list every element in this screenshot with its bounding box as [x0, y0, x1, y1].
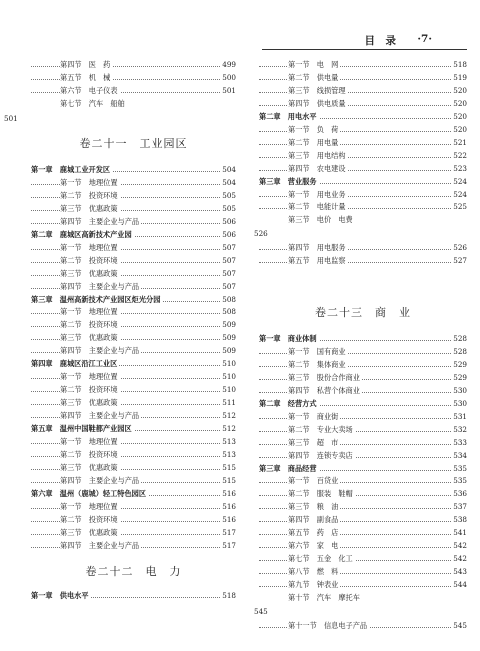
- toc-section-row: [31, 397, 236, 409]
- toc-section-row: [259, 59, 467, 71]
- toc-entry-label: 第四节 连锁专卖店: [288, 450, 353, 460]
- toc-entry-page: 530: [453, 385, 467, 395]
- toc-entry-page: 507: [222, 281, 236, 291]
- toc-entry-label: 第五节 用电监察: [288, 256, 346, 266]
- toc-entry-page: 545: [453, 620, 467, 630]
- toc-entry-label: 第二节 用电量: [288, 137, 339, 147]
- toc-entry-label: 第二节 投资环境: [60, 320, 118, 330]
- toc-section-row: [259, 424, 467, 436]
- toc-entry-label: 第六节 家 电: [288, 541, 339, 551]
- toc-entry-page: 524: [453, 176, 467, 186]
- toc-entry-page: 527: [453, 256, 467, 266]
- toc-section-row: [31, 449, 236, 461]
- toc-entry-label: 第二节 电能计量: [288, 202, 346, 212]
- toc-entry-page: 499: [222, 60, 236, 69]
- toc-section-row: [259, 163, 467, 175]
- toc-section-row: [259, 137, 467, 149]
- toc-entry-label: 第一节 商业街: [288, 411, 339, 421]
- toc-entry-page: 509: [222, 346, 236, 356]
- toc-entry-page: 516: [222, 501, 236, 511]
- toc-section-row: [31, 384, 236, 396]
- toc-entry-label: 第二章 经营方式: [259, 398, 317, 408]
- toc-entry-label: 第二节 投资环境: [60, 449, 118, 459]
- toc-section-row: [259, 411, 467, 423]
- toc-entry-label: 第五章 温州中国鞋都产业园区: [31, 424, 132, 433]
- toc-entry-label: 第四节 主要企业与产品: [60, 346, 140, 356]
- toc-entry-page: 513: [222, 449, 236, 459]
- toc-section-row: [259, 475, 467, 487]
- toc-section-row: [31, 410, 236, 422]
- toc-section-row: [31, 242, 236, 254]
- toc-section-row: [31, 345, 236, 357]
- toc-entry-page: 533: [453, 437, 467, 447]
- toc-section-row: [259, 488, 467, 500]
- toc-chapter-row: [259, 463, 467, 475]
- toc-section-row: [31, 540, 236, 552]
- toc-entry-label: 第四节 副食品: [288, 515, 339, 525]
- toc-wrapped-page-number: 526: [254, 229, 268, 239]
- toc-entry-page: 517: [222, 527, 236, 537]
- toc-entry-page: 542: [453, 554, 467, 564]
- toc-section-row: [31, 475, 236, 487]
- toc-entry-label: 第一节 地理位置: [60, 501, 118, 511]
- toc-entry-page: 507: [222, 268, 236, 278]
- toc-section-row: [259, 437, 467, 449]
- toc-entry-label: 第二节 供电量: [288, 72, 339, 82]
- toc-entry-label: 第一章 供电水平: [31, 591, 89, 600]
- toc-entry-page: 517: [222, 540, 236, 550]
- toc-chapter-row: [31, 423, 236, 435]
- toc-entry-label: 第四节 农电建设: [288, 163, 346, 173]
- toc-entry-label: 第一节 地理位置: [60, 307, 118, 317]
- toc-entry-label: 第六章 温州（鹿城）轻工特色园区: [31, 488, 147, 498]
- toc-entry-label: 第一节 地理位置: [60, 436, 118, 446]
- toc-section-row: [31, 306, 236, 318]
- toc-entry-label: 第一节 地理位置: [60, 177, 118, 187]
- toc-entry-page: 518: [222, 591, 236, 600]
- toc-section-row: [259, 579, 467, 591]
- toc-entry-page: 508: [222, 307, 236, 317]
- toc-entry-label: 第三章 营业服务: [259, 176, 317, 186]
- toc-section-row: [31, 98, 236, 110]
- toc-entry-page: 523: [453, 163, 467, 173]
- toc-entry-page: 510: [222, 372, 236, 382]
- toc-entry-page: 536: [453, 489, 467, 499]
- toc-section-row: [259, 255, 467, 267]
- toc-entry-page: 535: [453, 463, 467, 473]
- toc-entry-page: 515: [222, 462, 236, 472]
- toc-entry-page: 511: [222, 398, 236, 408]
- toc-entry-page: 512: [222, 424, 236, 433]
- toc-section-row: [259, 150, 467, 162]
- toc-entry-page: 520: [453, 111, 467, 121]
- volume-heading: 卷二十二 电 力: [85, 565, 182, 578]
- toc-wrapped-page-number: 545: [254, 606, 268, 616]
- toc-chapter-row: [31, 488, 236, 500]
- toc-entry-page: 537: [453, 502, 467, 512]
- toc-entry-label: 第三节 优惠政策: [60, 203, 118, 213]
- toc-entry-label: 第二节 集体商业: [288, 359, 346, 369]
- toc-entry-page: 507: [222, 255, 236, 265]
- toc-section-row: [259, 385, 467, 397]
- toc-entry-page: 544: [453, 580, 467, 590]
- toc-entry-page: 520: [453, 98, 467, 108]
- toc-entry-label: 第三节 优惠政策: [60, 462, 118, 472]
- toc-entry-page: 516: [222, 514, 236, 524]
- toc-entry-label: 第四节 用电服务: [288, 243, 346, 253]
- toc-section-row: [31, 59, 236, 71]
- toc-chapter-row: [31, 229, 236, 241]
- toc-entry-page: 526: [453, 243, 467, 253]
- volume-heading: 卷二十一 工业园区: [79, 137, 188, 150]
- toc-section-row: [31, 319, 236, 331]
- toc-section-row: [31, 281, 236, 293]
- toc-section-row: [31, 462, 236, 474]
- toc-entry-label: 第三节 用电结构: [288, 150, 346, 160]
- toc-section-row: [31, 501, 236, 513]
- toc-entry-page: 532: [453, 424, 467, 434]
- toc-chapter-row: [259, 333, 467, 345]
- toc-entry-page: 538: [453, 515, 467, 525]
- toc-entry-label: 第三节 优惠政策: [60, 333, 118, 343]
- toc-entry-label: 第一章 商业体制: [259, 334, 317, 343]
- toc-entry-page: 520: [453, 124, 467, 134]
- toc-entry-label: 第三节 优惠政策: [60, 527, 118, 537]
- toc-entry-label: 第一节 地理位置: [60, 242, 118, 252]
- toc-section-row: [31, 436, 236, 448]
- toc-entry-label: 第一节 百货业: [288, 476, 339, 486]
- toc-entry-label: 第一节 电 网: [288, 60, 339, 69]
- toc-chapter-row: [259, 176, 467, 188]
- toc-entry-label: 第三章 商品经营: [259, 463, 317, 473]
- toc-entry-label: 第二节 专业大卖场: [288, 424, 353, 434]
- toc-entry-page: 504: [222, 165, 236, 174]
- toc-entry-page: 529: [453, 359, 467, 369]
- toc-entry-page: 522: [453, 150, 467, 160]
- toc-entry-label: 第四节 主要企业与产品: [60, 216, 140, 226]
- toc-section-row: [259, 346, 467, 358]
- toc-entry-page: 507: [222, 242, 236, 252]
- toc-entry-page: 520: [453, 85, 467, 95]
- toc-entry-page: 504: [222, 177, 236, 187]
- toc-section-row: [259, 527, 467, 539]
- header-title: 目 录: [364, 35, 396, 47]
- toc-section-row: [259, 201, 467, 213]
- toc-entry-page: 518: [453, 60, 467, 69]
- toc-entry-label: 第三节 超 市: [288, 437, 339, 447]
- toc-section-row: [31, 268, 236, 280]
- toc-entry-label: 第三节 电价 电费: [288, 215, 353, 225]
- toc-entry-page: 512: [222, 411, 236, 421]
- toc-entry-page: 508: [222, 294, 236, 304]
- header-rule: [262, 49, 467, 50]
- toc-entry-label: 第一节 地理位置: [60, 372, 118, 382]
- toc-section-row: [31, 177, 236, 189]
- toc-entry-label: 第四节 主要企业与产品: [60, 281, 140, 291]
- toc-entry-page: 510: [222, 385, 236, 395]
- toc-section-row: [259, 372, 467, 384]
- toc-entry-label: 第五节 机 械: [60, 72, 111, 82]
- toc-entry-page: 513: [222, 436, 236, 446]
- toc-entry-label: 第四节 供电质量: [288, 98, 346, 108]
- toc-section-row: [259, 124, 467, 136]
- toc-section-row: [31, 527, 236, 539]
- toc-chapter-row: [31, 164, 236, 176]
- toc-entry-label: 第三节 线损管理: [288, 85, 346, 95]
- page-header: [6, 33, 436, 47]
- toc-entry-page: 515: [222, 475, 236, 485]
- toc-section-row: [31, 72, 236, 84]
- toc-entry-label: 第四节 医 药: [60, 60, 111, 69]
- toc-section-row: [259, 450, 467, 462]
- toc-section-row: [259, 566, 467, 578]
- toc-section-row: [31, 203, 236, 215]
- toc-entry-label: 第二节 投资环境: [60, 190, 118, 200]
- toc-chapter-row: [31, 590, 236, 602]
- toc-section-row: [259, 359, 467, 371]
- toc-entry-page: 528: [453, 346, 467, 356]
- toc-entry-label: 第四节 主要企业与产品: [60, 540, 140, 550]
- toc-entry-page: 534: [453, 450, 467, 460]
- toc-entry-label: 第五节 药 店: [288, 528, 339, 538]
- toc-entry-label: 第一节 用电业务: [288, 189, 346, 199]
- toc-section-row: [31, 85, 236, 97]
- toc-entry-page: 524: [453, 189, 467, 199]
- toc-section-row: [259, 98, 467, 110]
- toc-section-row: [31, 190, 236, 202]
- toc-entry-page: 528: [453, 334, 467, 343]
- toc-entry-label: 第四节 主要企业与产品: [60, 411, 140, 421]
- toc-entry-label: 第二节 投资环境: [60, 514, 118, 524]
- toc-entry-label: 第三节 股份合作商业: [288, 372, 360, 382]
- toc-entry-page: 525: [453, 202, 467, 212]
- toc-chapter-row: [259, 398, 467, 410]
- toc-section-row: [31, 371, 236, 383]
- toc-entry-label: 第二节 投资环境: [60, 255, 118, 265]
- toc-section-row: [259, 214, 467, 226]
- volume-heading: 卷二十三 商 业: [315, 306, 411, 319]
- toc-entry-page: 535: [453, 476, 467, 486]
- toc-wrapped-page-number: 501: [4, 113, 18, 123]
- toc-chapter-row: [31, 294, 236, 306]
- toc-entry-label: 第十一节 信息电子产品: [288, 620, 368, 630]
- toc-entry-label: 第二节 服装 鞋帽: [288, 489, 353, 499]
- toc-entry-label: 第四章 鹿城区沿江工业区: [31, 359, 118, 369]
- toc-entry-label: 第八节 燃 料: [288, 567, 339, 577]
- toc-entry-page: 506: [222, 216, 236, 226]
- toc-entry-page: 543: [453, 567, 467, 577]
- toc-section-row: [259, 501, 467, 513]
- toc-entry-label: 第六节 电子仪表: [60, 85, 118, 95]
- toc-entry-label: 第三节 优惠政策: [60, 398, 118, 408]
- toc-section-row: [259, 553, 467, 565]
- toc-section-row: [259, 592, 467, 604]
- toc-entry-page: 521: [453, 137, 467, 147]
- toc-entry-label: 第三章 温州高新技术产业园区炬光分园: [31, 294, 161, 304]
- toc-entry-label: 第二章 用电水平: [259, 111, 317, 121]
- toc-entry-page: 542: [453, 541, 467, 551]
- toc-section-row: [259, 514, 467, 526]
- toc-entry-page: 530: [453, 398, 467, 408]
- toc-section-row: [259, 85, 467, 97]
- toc-entry-page: 516: [222, 488, 236, 498]
- toc-entry-page: 506: [222, 229, 236, 239]
- toc-entry-label: 第四节 主要企业与产品: [60, 475, 140, 485]
- toc-entry-label: 第三节 优惠政策: [60, 268, 118, 278]
- toc-entry-page: 541: [453, 528, 467, 538]
- toc-entry-page: 509: [222, 320, 236, 330]
- toc-entry-label: 第十节 汽车 摩托车: [288, 593, 360, 602]
- toc-entry-page: 519: [453, 72, 467, 82]
- header-page-number: ·7·: [417, 33, 432, 45]
- toc-entry-page: 505: [222, 203, 236, 213]
- toc-section-row: [31, 332, 236, 344]
- toc-entry-label: 第七节 汽车 船舶: [60, 98, 125, 108]
- toc-section-row: [259, 72, 467, 84]
- toc-entry-page: 501: [222, 85, 236, 95]
- toc-entry-label: 第九节 钟表业: [288, 580, 339, 590]
- toc-chapter-row: [31, 358, 236, 370]
- toc-section-row: [31, 514, 236, 526]
- toc-entry-label: 第一节 国有商业: [288, 346, 346, 356]
- toc-section-row: [259, 242, 467, 254]
- toc-entry-label: 第一节 负 荷: [288, 124, 339, 134]
- toc-entry-page: 505: [222, 190, 236, 200]
- toc-entry-page: 509: [222, 333, 236, 343]
- toc-entry-label: 第七节 五金 化工: [288, 554, 353, 564]
- toc-entry-label: 第四节 私营个体商业: [288, 385, 360, 395]
- toc-entry-page: 510: [222, 359, 236, 369]
- toc-section-row: [259, 540, 467, 552]
- toc-entry-label: 第二节 投资环境: [60, 385, 118, 395]
- toc-section-row: [31, 216, 236, 228]
- toc-entry-page: 500: [222, 72, 236, 82]
- toc-entry-page: 531: [453, 411, 467, 421]
- toc-entry-label: 第一章 鹿城工业开发区: [31, 165, 111, 174]
- toc-section-row: [259, 189, 467, 201]
- toc-section-row: [31, 255, 236, 267]
- toc-entry-label: 第三节 粮 油: [288, 502, 339, 512]
- toc-entry-label: 第二章 鹿城区高新技术产业园: [31, 229, 132, 239]
- toc-section-row: [259, 620, 467, 632]
- toc-entry-page: 529: [453, 372, 467, 382]
- toc-chapter-row: [259, 111, 467, 123]
